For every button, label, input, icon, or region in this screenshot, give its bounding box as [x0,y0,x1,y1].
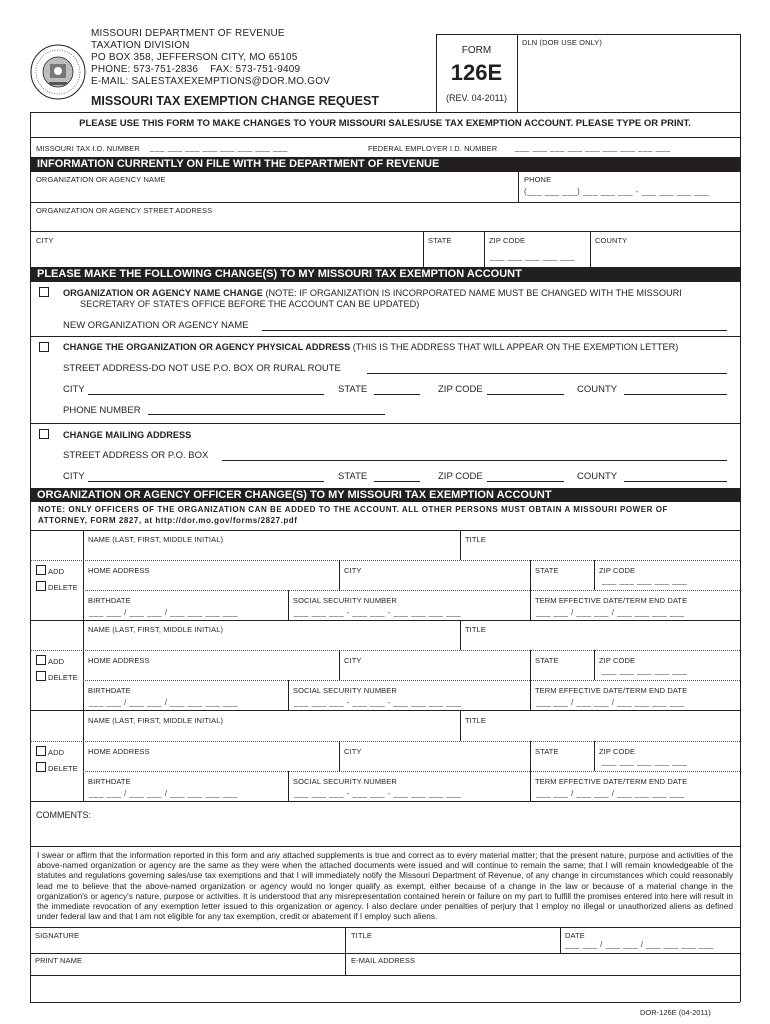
name-change-note: (NOTE: IF ORGANIZATION IS INCORPORATED NAME MUST BE CHANGED WITH THE MISSOURI [262,288,682,298]
comments-field[interactable] [31,822,739,844]
phone-field[interactable]: (___ ___ ___) ___ ___ ___ - ___ ___ ___ ___ [524,187,710,196]
officer-3-term-field[interactable]: ___ ___ / ___ ___ / ___ ___ ___ ___ [536,789,685,798]
name-change-checkbox[interactable] [39,287,49,297]
form-number: 126E [450,60,503,85]
affirmation-text: I swear or affirm that the information reported in this form and any attached supplements is true and correct as to every material matter; that the present nature, purpose and activities of the above-named organization or agency are the same as they were when the attached documents were issued and will continue to remain the same; that I will remain knowledgeable of the statutes and regulations governing sales/use tax exemptions and that I will immediately notify the Missouri Department of Revenue, of any change in circumstances which could reasonably lead me to believe that the above-named organization or agency would no longer qualify as exempt, either because of a change in the law or because of a material change in the organization's or agency's nature, purpose or activities. It is understood that any misrepresentation contained herein or failure on my part to fulfill the promises entered into here will result in the immediate revocation of any exemption letter issued to this organization or agency. I also declare under penalties of perjury that I employ no illegal or unauthorized aliens as defined under federal law and that I am not eligible for any tax exemption, credit or abatement if I employ such aliens. [37,850,733,922]
street-field[interactable] [31,216,739,230]
officer-2-zip-label: ZIP CODE [599,656,636,665]
phys-zip-field[interactable] [487,394,564,395]
mailing-address-label: CHANGE MAILING ADDRESS [63,430,192,440]
signature-label: SIGNATURE [35,931,80,940]
mail-city-field[interactable] [88,481,324,482]
tax-id-field[interactable]: ___ ___ ___ ___ ___ ___ ___ ___ [150,143,288,152]
form-label: FORM [461,45,492,56]
officer-note-1: NOTE: ONLY OFFICERS OF THE ORGANIZATION CAN BE ADDED TO THE ACCOUNT. ALL OTHER PERSONS MUST OBTAIN A MISSOURI POWER OF [38,505,668,514]
officer-1-name-field[interactable] [84,544,458,556]
phone-number-label: PHONE NUMBER [63,405,141,416]
officer-1-title-label: TITLE [465,535,486,544]
new-name-field[interactable] [262,330,727,331]
officer-1-zip-field[interactable]: ___ ___ ___ ___ ___ [602,576,688,585]
agency-line3: PO BOX 358, JEFFERSON CITY, MO 65105 [91,52,298,63]
instruction-text: PLEASE USE THIS FORM TO MAKE CHANGES TO YOUR MISSOURI SALES/USE TAX EXEMPTION ACCOUNT. PLEASE TYPE OR PRINT. [79,118,691,129]
mail-zip-field[interactable] [487,481,564,482]
section-changes-header: PLEASE MAKE THE FOLLOWING CHANGE(S) TO MY MISSOURI TAX EXEMPTION ACCOUNT [30,267,740,282]
officer-3-ssn-field[interactable]: ___ ___ ___ - ___ ___ - ___ ___ ___ ___ [294,789,462,798]
officer-3-delete-checkbox[interactable] [36,762,46,772]
mail-county-field[interactable] [624,481,727,482]
officer-1-zip-label: ZIP CODE [599,566,636,575]
print-name-label: PRINT NAME [35,956,83,965]
street-no-po-label: STREET ADDRESS-DO NOT USE P.O. BOX OR RURAL ROUTE [63,363,341,374]
zip-label: ZIP CODE [489,236,526,245]
officer-2-ssn-label: SOCIAL SECURITY NUMBER [293,686,397,695]
officer-3-birthdate-field[interactable]: ___ ___ / ___ ___ / ___ ___ ___ ___ [89,789,238,798]
mail-zip-label: ZIP CODE [438,471,483,482]
signature-field[interactable] [31,940,344,952]
officer-3-term-label: TERM EFFECTIVE DATE/TERM END DATE [535,777,688,786]
agency-line1: MISSOURI DEPARTMENT OF REVENUE [91,28,285,39]
officer-2-state-label: STATE [535,656,559,665]
mail-county-label: COUNTY [577,471,618,482]
officer-2-term-field[interactable]: ___ ___ / ___ ___ / ___ ___ ___ ___ [536,698,685,707]
officer-1-ssn-label: SOCIAL SECURITY NUMBER [293,596,397,605]
agency-line2: TAXATION DIVISION [91,40,190,51]
officer-2-title-field[interactable] [461,634,739,646]
officer-2-birthdate-label: BIRTHDATE [88,686,131,695]
officer-3-ssn-label: SOCIAL SECURITY NUMBER [293,777,397,786]
officer-3-zip-field[interactable]: ___ ___ ___ ___ ___ [602,757,688,766]
officer-1-delete-checkbox[interactable] [36,581,46,591]
name-change-label: ORGANIZATION OR AGENCY NAME CHANGE [63,288,263,298]
phone-number-field[interactable] [148,414,385,415]
comments-label: COMMENTS: [36,810,91,820]
officer-2-home-label: HOME ADDRESS [88,656,150,665]
officer-3-title-label: TITLE [465,716,486,725]
phone-label: PHONE [524,175,552,184]
section-officer-header: ORGANIZATION OR AGENCY OFFICER CHANGE(S) TO MY MISSOURI TAX EXEMPTION ACCOUNT [30,488,740,502]
street-no-po-field[interactable] [367,373,727,374]
org-name-field[interactable] [31,185,518,202]
agency-line5: E-MAIL: SALESTAXEXEMPTIONS@DOR.MO.GOV [91,76,331,87]
state-label: STATE [428,236,452,245]
phys-state-field[interactable] [374,394,420,395]
officer-1-birthdate-label: BIRTHDATE [88,596,131,605]
phys-state-label: STATE [338,384,368,395]
officer-2-add-label: ADD [48,657,65,666]
officer-3-name-label: NAME (LAST, FIRST, MIDDLE INITIAL) [88,716,224,725]
officer-1-home-label: HOME ADDRESS [88,566,150,575]
officer-3-title-field[interactable] [461,725,739,737]
new-name-label: NEW ORGANIZATION OR AGENCY NAME [63,320,249,331]
mail-city-label: CITY [63,471,85,482]
officer-1-term-field[interactable]: ___ ___ / ___ ___ / ___ ___ ___ ___ [536,608,685,617]
officer-2-name-label: NAME (LAST, FIRST, MIDDLE INITIAL) [88,625,224,634]
officer-3-city-label: CITY [344,747,362,756]
agency-line4: PHONE: 573-751-2836 FAX: 573-751-9409 [91,64,301,75]
officer-2-term-label: TERM EFFECTIVE DATE/TERM END DATE [535,686,688,695]
sign-title-label: TITLE [351,931,372,940]
city-label: CITY [36,236,54,245]
officer-1-title-field[interactable] [461,544,739,556]
officer-3-state-label: STATE [535,747,559,756]
officer-1-state-label: STATE [535,566,559,575]
officer-3-home-label: HOME ADDRESS [88,747,150,756]
org-name-label: ORGANIZATION OR AGENCY NAME [36,175,166,184]
phys-county-label: COUNTY [577,384,618,395]
officer-2-name-field[interactable] [84,634,458,646]
section-current-info-header: INFORMATION CURRENTLY ON FILE WITH THE DEPARTMENT OF REVENUE [30,157,740,172]
form-revision: (REV. 04-2011) [445,93,508,103]
street-po-label: STREET ADDRESS OR P.O. BOX [63,450,209,461]
officer-2-delete-checkbox[interactable] [36,671,46,681]
officer-2-city-label: CITY [344,656,362,665]
physical-address-checkbox[interactable] [39,342,49,352]
officer-3-add-label: ADD [48,748,65,757]
officer-note-2: ATTORNEY, FORM 2827, at http://dor.mo.gov/forms/2827.pdf [38,516,298,525]
street-po-field[interactable] [222,460,727,461]
phys-city-field[interactable] [88,394,324,395]
officer-3-birthdate-label: BIRTHDATE [88,777,131,786]
officer-1-name-label: NAME (LAST, FIRST, MIDDLE INITIAL) [88,535,224,544]
officer-2-add-checkbox[interactable] [36,655,46,665]
officer-1-add-label: ADD [48,567,65,576]
sign-date-field[interactable]: ___ ___ / ___ ___ / ___ ___ ___ ___ [565,940,714,949]
phys-county-field[interactable] [624,394,727,395]
email-label: E-MAIL ADDRESS [351,956,416,965]
zip-field[interactable]: ___ ___ ___ ___ ___ [490,252,576,261]
officer-1-term-label: TERM EFFECTIVE DATE/TERM END DATE [535,596,688,605]
mailing-address-checkbox[interactable] [39,429,49,439]
form-title: MISSOURI TAX EXEMPTION CHANGE REQUEST [91,94,379,108]
officer-3-name-field[interactable] [84,725,458,737]
officer-1-add-checkbox[interactable] [36,565,46,575]
officer-1-city-label: CITY [344,566,362,575]
physical-address-label: CHANGE THE ORGANIZATION OR AGENCY PHYSICAL ADDRESS [63,342,351,352]
officer-2-birthdate-field[interactable]: ___ ___ / ___ ___ / ___ ___ ___ ___ [89,698,238,707]
officer-2-ssn-field[interactable]: ___ ___ ___ - ___ ___ - ___ ___ ___ ___ [294,698,462,707]
name-change-note-2: SECRETARY OF STATE'S OFFICE BEFORE THE ACCOUNT CAN BE UPDATED) [80,299,420,309]
officer-1-delete-label: DELETE [48,583,78,592]
officer-3-add-checkbox[interactable] [36,746,46,756]
officer-2-delete-label: DELETE [48,673,78,682]
form-footer-id: DOR-126E (04-2011) [640,1008,711,1017]
street-label: ORGANIZATION OR AGENCY STREET ADDRESS [36,206,213,215]
officer-2-zip-field[interactable]: ___ ___ ___ ___ ___ [602,666,688,675]
state-seal-icon [30,44,86,100]
tax-id-label: MISSOURI TAX I.D. NUMBER [36,144,140,153]
officer-1-ssn-field[interactable]: ___ ___ ___ - ___ ___ - ___ ___ ___ ___ [294,608,462,617]
officer-3-delete-label: DELETE [48,764,78,773]
physical-address-note: (THIS IS THE ADDRESS THAT WILL APPEAR ON THE EXEMPTION LETTER) [350,342,679,352]
officer-2-title-label: TITLE [465,625,486,634]
fein-label: FEDERAL EMPLOYER I.D. NUMBER [368,144,498,153]
officer-1-birthdate-field[interactable]: ___ ___ / ___ ___ / ___ ___ ___ ___ [89,608,238,617]
phys-zip-label: ZIP CODE [438,384,483,395]
county-label: COUNTY [595,236,628,245]
dln-label: DLN (DOR USE ONLY) [522,38,603,47]
fein-field[interactable]: ___ ___ ___ ___ ___ ___ ___ ___ ___ [515,143,671,152]
mail-state-label: STATE [338,471,368,482]
sign-date-label: DATE [565,931,585,940]
officer-3-zip-label: ZIP CODE [599,747,636,756]
phys-city-label: CITY [63,384,85,395]
mail-state-field[interactable] [374,481,420,482]
